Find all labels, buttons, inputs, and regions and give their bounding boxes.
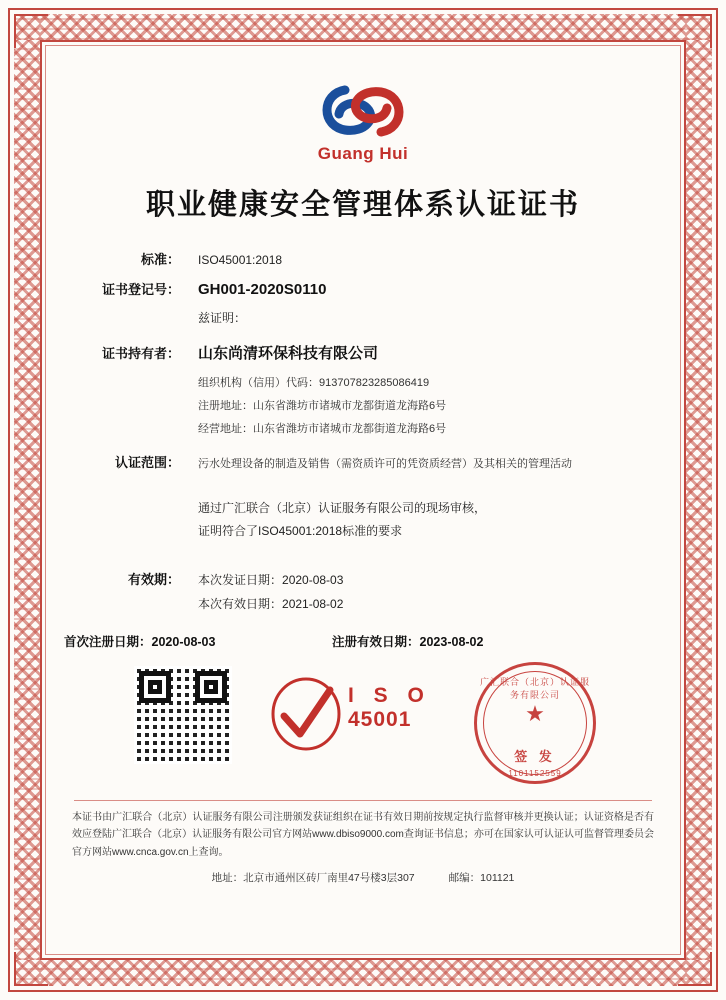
- field-expiry-date-label: 本次有效日期：: [198, 596, 283, 611]
- field-scope: [88, 452, 646, 471]
- conformity-statement-line-1: 通过广汇联合（北京）认证服务有限公司的现场审核，: [198, 501, 487, 515]
- field-registered-address-label: 注册地址：: [198, 400, 253, 412]
- field-hereby-certify-text: 兹证明：: [198, 311, 247, 325]
- page-title: 职业健康安全管理体系认证证书: [145, 189, 580, 221]
- seal-star-icon: ★: [525, 700, 545, 726]
- field-org-code-label: 组织机构（信用）代码：: [198, 377, 319, 389]
- certificate-content: [56, 58, 670, 942]
- validity-section: [56, 569, 670, 612]
- conformity-statement: [56, 497, 670, 543]
- badges-row: [56, 666, 670, 796]
- field-scope-value: 污水处理设备的制造及销售（需资质许可的凭资质经营）及其相关的管理活动: [198, 458, 572, 470]
- field-hereby-certify: [88, 309, 646, 326]
- field-scope-label: 认证范围：: [114, 455, 180, 470]
- check-mark-icon: [268, 676, 344, 752]
- guanghui-knot-logo-icon: [315, 80, 411, 142]
- field-org-code-value: 913707823285086419: [319, 377, 430, 389]
- footer-paragraph: 本证书由广汇联合（北京）认证服务有限公司注册颁发获证组织在证书有效日期前按规定执行监督审核并更换认证；认证资格是否有效应登陆广汇联合（北京）认证服务有限公司官方网站www.dbiso9000.com查询证书信息；亦可在国家认可认证认可监督管理委员会官方网站www.cnca.gov.cn上查询。: [72, 811, 654, 858]
- field-registration-number-value: GH001-2020S0110: [198, 281, 327, 298]
- seal-signature-text: 签 发: [514, 748, 556, 764]
- footer-address-line: [72, 869, 654, 887]
- field-org-code: [88, 374, 646, 390]
- footer-divider: [74, 800, 652, 801]
- qr-code[interactable]: [134, 666, 232, 764]
- field-registration-validity-label: 注册有效日期：: [332, 634, 420, 649]
- footer-address: 地址：北京市通州区砖厂南里47号楼3层307: [211, 872, 415, 885]
- field-expiry-date-value: 2021-08-02: [282, 596, 344, 611]
- field-standard-label: 标准：: [140, 252, 180, 267]
- field-holder: [88, 342, 646, 363]
- field-first-registration: [64, 632, 332, 650]
- brand-logo-text: Guang Hui: [317, 144, 409, 163]
- field-holder-label: 证书持有者：: [101, 346, 180, 361]
- field-first-registration-value: 2020-08-03: [151, 634, 216, 649]
- field-standard: [88, 249, 646, 268]
- field-registration-number: [88, 279, 646, 298]
- field-registered-address-text: [198, 397, 646, 413]
- field-issue-date: [88, 569, 646, 588]
- field-business-address-text: [198, 420, 646, 436]
- field-holder-value: 山东尚清环保科技有限公司: [198, 345, 379, 362]
- brand-logo-block: [56, 58, 670, 164]
- official-seal: [474, 662, 596, 784]
- footer-postcode: 邮编：101121: [448, 872, 515, 885]
- conformity-statement-line-2: 证明符合了ISO45001:2018标准的要求: [198, 523, 403, 538]
- field-business-address-value: 山东省潍坊市诸城市龙都街道龙海路6号: [253, 423, 447, 435]
- footer-block: [72, 809, 654, 888]
- registration-dates-row: [56, 632, 670, 650]
- field-first-registration-label: 首次注册日期：: [64, 634, 152, 649]
- field-registration-validity: [332, 632, 483, 650]
- field-registration-validity-value: 2023-08-02: [419, 634, 484, 649]
- certificate-fields: [56, 249, 670, 471]
- field-issue-date-value: 2020-08-03: [282, 572, 344, 587]
- iso-badge-line-1: I S O: [348, 683, 431, 707]
- iso-badge-line-2: 45001: [348, 707, 412, 731]
- field-issue-date-label: 本次发证日期：: [198, 572, 283, 587]
- field-registered-address-value: 山东省潍坊市诸城市龙都街道龙海路6号: [253, 400, 447, 412]
- field-business-address-label: 经营地址：: [198, 423, 253, 435]
- field-org-code-text: [198, 374, 646, 390]
- iso-badge-text: [348, 684, 431, 732]
- field-standard-value: ISO45001:2018: [198, 253, 283, 267]
- validity-label: 有效期：: [127, 571, 180, 587]
- seal-number: 1101152559: [508, 768, 562, 778]
- seal-ring-text: 广汇联合（北京）认证服务有限公司: [479, 676, 590, 700]
- field-expiry-date-text: [198, 595, 646, 612]
- field-expiry-date: [88, 595, 646, 612]
- iso-badge: [268, 676, 468, 754]
- field-business-address: [88, 420, 646, 436]
- field-registration-number-label: 证书登记号：: [101, 282, 180, 297]
- field-registered-address: [88, 397, 646, 413]
- field-issue-date-text: [198, 571, 646, 588]
